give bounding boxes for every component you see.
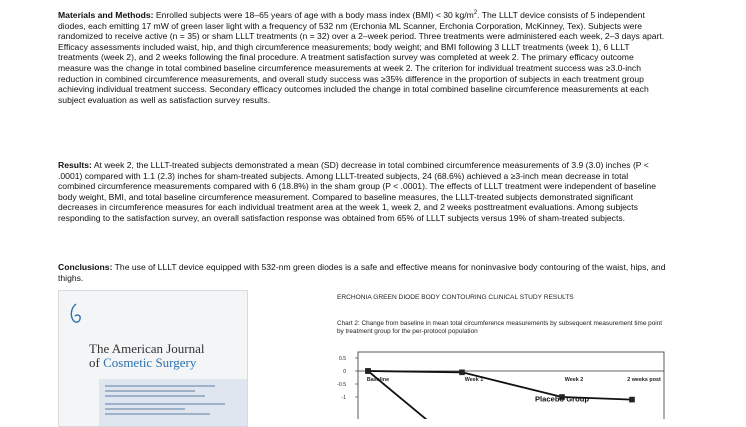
series-line-placebo-group xyxy=(368,371,632,400)
journal-title-prefix: of xyxy=(89,355,104,370)
methods-heading: Materials and Methods: xyxy=(58,10,154,20)
methods-text-2: . The LLLT device consists of 5 independent diodes, each emitting 17 mW of green laser light with a frequency of 532 nm (Erchonia ML Scanner, Erchonia Corporation, McKinney, Tex). Subjects were randomized to receive active (n = 35) or sham LLLT treatments (n = 32) over a 2–week period. Three treatments were administered each week, 2–3 days apart. Efficacy assessments included waist, hip, and thigh circumference measurements; body weight; and BMI following 3 LLLT treatments (week 1), 6 LLLT treatments (week 2), and 2 weeks following the final procedure. A treatment satisfaction survey was completed at week 2. The primary efficacy outcome measure was the change in total combined baseline circumference measurements at week 2. The criterion for individual treatment success was ≥3.0-inch reduction in combined circumference measurements, and overall study success was ≥35% difference in the proportion of subjects in each treatment group achieving individual treatment success. Secondary efficacy outcomes included the change in total combined baseline circumference measurements at each subject evaluation as well as satisfaction survey results. xyxy=(58,10,665,105)
conclusions-heading: Conclusions: xyxy=(58,262,113,272)
y-tick-label: 0.5 xyxy=(339,356,346,362)
x-category-label: 2 weeks post xyxy=(627,377,661,383)
y-tick-label: -0.5 xyxy=(337,382,346,388)
data-point-placebo-group xyxy=(629,397,635,403)
data-point-lllt-group xyxy=(365,368,371,374)
x-category-label: Week 2 xyxy=(564,377,584,383)
circumference-line-chart xyxy=(330,350,666,419)
x-category-label: Baseline xyxy=(366,377,390,383)
study-title: ERCHONIA GREEN DIODE BODY CONTOURING CLINICAL STUDY RESULTS xyxy=(337,294,574,301)
y-tick-label: 0 xyxy=(343,369,346,375)
conclusions-text: The use of LLLT device equipped with 532-nm green diodes is a safe and effective means for noninvasive body contouring of the waist, hips, and thighs. xyxy=(58,262,666,283)
x-category-label: Week 1 xyxy=(464,377,484,383)
results-paragraph xyxy=(58,160,666,224)
results-heading: Results: xyxy=(58,160,92,170)
journal-title-accent: Cosmetic Surgery xyxy=(103,355,197,370)
data-point-placebo-group xyxy=(459,370,465,376)
journal-title-line-2 xyxy=(89,355,196,371)
journal-cover-image xyxy=(58,290,248,427)
chart-title: Chart 2: Change from baseline in mean total circumference measurements by subsequent measurement time point by treatment group for the per-protocol population xyxy=(337,320,663,335)
methods-paragraph xyxy=(58,10,666,105)
plot-frame xyxy=(358,352,664,419)
journal-title-line-1: The American Journal xyxy=(89,341,205,356)
cover-contents-band xyxy=(99,379,247,427)
journal-logo-icon xyxy=(67,303,83,325)
conclusions-paragraph xyxy=(58,262,666,283)
methods-text-1: Enrolled subjects were 18–65 years of age with a body mass index (BMI) < 30 kg/m xyxy=(153,10,474,20)
series-annotation-label: Placebo Group xyxy=(534,394,590,404)
results-text: At week 2, the LLLT-treated subjects demonstrated a mean (SD) decrease in total combined circumference measurements of 3.9 (3.0) inches (P < .0001) compared with 1.1 (2.3) inches for sham-treated subjects. Among LLLT-treated subjects, 24 (68.6%) achieved a ≥3-inch mean decrease in total combined circumference measurements compared with 6 (18.8%) in the sham group (P < .0001). The effects of LLLT treatment were independent of baseline body weight, BMI, and total baseline circumference measurement. Compared to baseline measures, the LLLT-treated subjects demonstrated significant decreases in circumference measures for each individual treatment area at the week 1, week 2, and 2 weeks posttreatment evaluations. Among subjects responding to the satisfaction survey, an overall satisfaction response was obtained from 65% of LLLT subjects versus 19% of sham-treated subjects. xyxy=(58,160,656,223)
y-tick-label: -1 xyxy=(341,395,346,401)
methods-superscript: 2 xyxy=(473,10,478,17)
